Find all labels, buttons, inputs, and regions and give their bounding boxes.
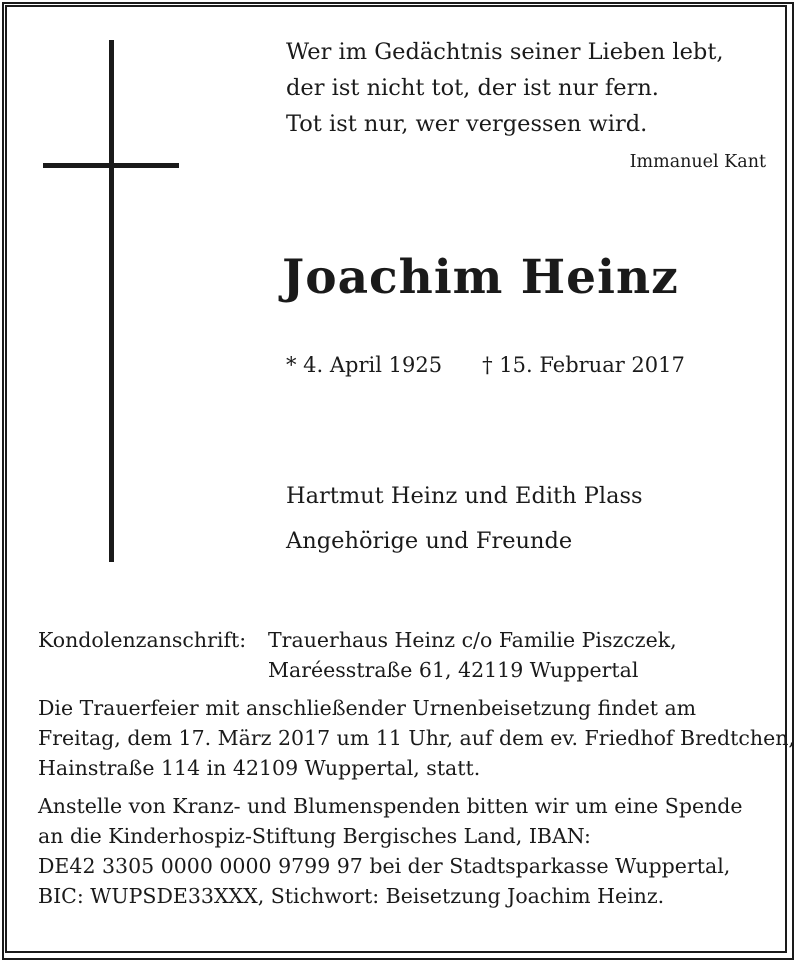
poem-line: Wer im Gedächtnis seiner Lieben lebt,	[286, 39, 724, 65]
cross-icon-bar	[43, 163, 179, 168]
poem-author: Immanuel Kant	[629, 152, 766, 172]
condolence-address	[38, 625, 795, 655]
donation-line: an die Kinderhospiz-Stiftung Bergisches Land, IBAN:	[38, 824, 591, 848]
deceased-name: Joachim Heinz	[282, 250, 679, 305]
mourner-line: Angehörige und Freunde	[286, 528, 573, 554]
ceremony-line: Hainstraße 114 in 42109 Wuppertal, statt.	[38, 756, 481, 780]
ceremony-line: Freitag, dem 17. März 2017 um 11 Uhr, auf dem ev. Friedhof Bredtchen,	[38, 726, 795, 750]
life-dates	[286, 353, 685, 377]
mourner-line: Hartmut Heinz und Edith Plass	[286, 483, 643, 509]
condolence-label: Kondolenzanschrift:	[38, 628, 247, 652]
mourners	[286, 474, 643, 564]
condolence-line2: Maréesstraße 61, 42119 Wuppertal	[268, 658, 639, 682]
death-date: † 15. Februar 2017	[482, 353, 685, 377]
donation-info	[38, 791, 795, 911]
donation-line: Anstelle von Kranz- und Blumenspenden bitten wir um eine Spende	[38, 794, 743, 818]
poem-line: Tot ist nur, wer vergessen wird.	[286, 111, 648, 137]
condolence-line1: Trauerhaus Heinz c/o Familie Piszczek,	[268, 628, 677, 652]
ceremony-line: Die Trauerfeier mit anschließender Urnenbeisetzung findet am	[38, 696, 697, 720]
donation-line: DE42 3305 0000 0000 9799 97 bei der Stadtsparkasse Wuppertal,	[38, 854, 731, 878]
ceremony-info	[38, 693, 795, 783]
poem-quote	[286, 34, 724, 142]
cross-icon	[109, 40, 114, 562]
donation-line: BIC: WUPSDE33XXX, Stichwort: Beisetzung Joachim Heinz.	[38, 884, 665, 908]
notice-details	[38, 625, 795, 911]
poem-line: der ist nicht tot, der ist nur fern.	[286, 75, 659, 101]
birth-date: * 4. April 1925	[286, 353, 443, 377]
